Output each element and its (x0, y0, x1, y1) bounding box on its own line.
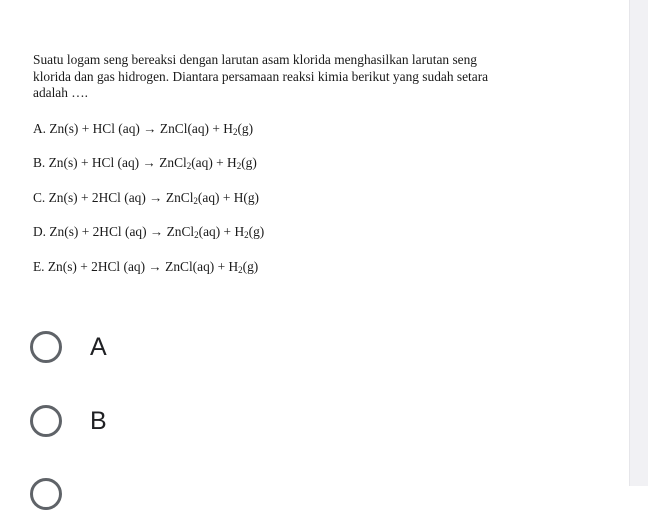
subscript: 2 (236, 161, 242, 171)
equation-text: (g) (237, 121, 254, 136)
equation-text: (g) (241, 155, 257, 170)
subscript: 2 (244, 230, 249, 240)
question-line: Suatu logam seng bereaksi dengan larutan asam klorida menghasilkan larutan seng (33, 52, 477, 67)
radio-choice-a[interactable] (30, 331, 230, 371)
question-line: adalah …. (33, 85, 89, 100)
equation-text: (g) (242, 259, 259, 274)
question-text (33, 52, 553, 102)
equation-text: E. Zn(s) + 2HCl (aq) → ZnCl(aq) + H (33, 259, 239, 274)
radio-choice-c[interactable] (30, 478, 230, 518)
equation-text: (aq) + H (198, 224, 245, 239)
subscript: 2 (194, 230, 199, 240)
equation-text: A. Zn(s) + HCl (aq) → ZnCl(aq) + H (33, 121, 233, 136)
equation-text: B. Zn(s) + HCl (aq) → ZnCl (33, 155, 187, 170)
equation-text: C. Zn(s) + 2HCl (aq) → ZnCl (33, 190, 194, 205)
subscript: 2 (186, 161, 192, 171)
radio-button[interactable] (30, 478, 62, 510)
choice-label: B (90, 407, 107, 435)
scrollbar-track[interactable] (629, 0, 648, 486)
question-line: klorida dan gas hidrogen. Diantara persamaan reaksi kimia berikut yang sudah setara (33, 68, 489, 84)
subscript: 2 (232, 127, 238, 137)
option-e-equation (33, 259, 258, 275)
radio-button[interactable] (30, 331, 62, 363)
equation-text: D. Zn(s) + 2HCl (aq) → ZnCl (33, 224, 195, 239)
equation-text: (g) (248, 224, 265, 239)
equation-text: (aq) + H(g) (197, 190, 260, 205)
radio-button[interactable] (30, 405, 62, 437)
equation-text: (aq) + H (191, 155, 237, 170)
subscript: 2 (193, 196, 198, 206)
option-c-equation (33, 190, 259, 206)
radio-choice-b[interactable] (30, 405, 230, 445)
option-b-equation (33, 155, 257, 171)
subscript: 2 (238, 265, 243, 275)
option-d-equation (33, 224, 264, 240)
option-a-equation (33, 121, 253, 137)
choice-label: A (90, 333, 107, 361)
